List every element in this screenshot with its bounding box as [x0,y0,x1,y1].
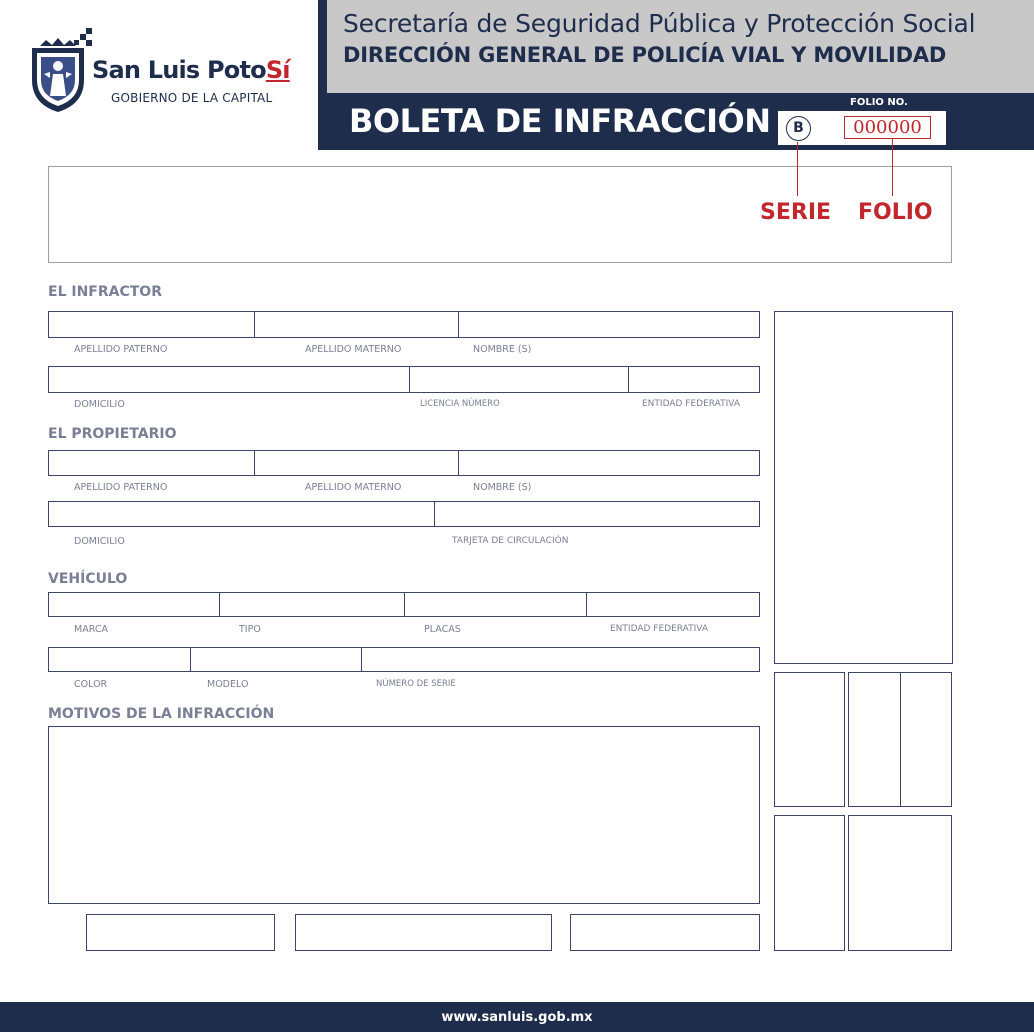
serie-callout: SERIE [760,200,832,225]
infractor-apellido-materno-label: APELLIDO MATERNO [305,344,402,355]
folio-label: FOLIO NO. [850,97,908,108]
serie-pointer-line [797,142,798,196]
vehiculo-numero-serie-field[interactable] [361,647,760,672]
vehiculo-modelo-field[interactable] [190,647,362,672]
propietario-apellido-materno-field[interactable] [254,450,459,476]
vehiculo-entidad-field[interactable] [586,592,760,617]
vehiculo-color-field[interactable] [48,647,191,672]
infractor-domicilio-field[interactable] [48,366,410,393]
san-luis-potosi-logo [26,26,296,116]
propietario-nombre-label: NOMBRE (S) [473,482,532,493]
infractor-nombre-label: NOMBRE (S) [473,344,532,355]
folio-pointer-line [892,139,893,196]
logo-name-accent: Sí [265,56,290,84]
motivos-textarea[interactable] [48,726,760,904]
photo-box [774,311,953,664]
logo-name-main: San Luis Poto [92,56,266,84]
propietario-tarjeta-label: TARJETA DE CIRCULACIÓN [452,536,569,546]
vehiculo-placas-label: PLACAS [424,624,461,635]
document-title: BOLETA DE INFRACCIÓN [349,102,771,140]
infractor-apellido-paterno-label: APELLIDO PATERNO [74,344,168,355]
folio-value: 000000 [844,116,931,139]
infractor-licencia-label: LICENCIA NÚMERO [420,399,500,409]
infractor-apellido-materno-field[interactable] [254,311,459,338]
propietario-domicilio-field[interactable] [48,501,435,527]
propietario-apellido-paterno-label: APELLIDO PATERNO [74,482,168,493]
right-box-3 [900,672,952,807]
secretaria-title: Secretaría de Seguridad Pública y Protección Social [343,9,976,38]
infractor-entidad-label: ENTIDAD FEDERATIVA [642,399,741,409]
vehiculo-marca-field[interactable] [48,592,220,617]
vehiculo-marca-label: MARCA [74,624,108,635]
logo-name [92,56,290,84]
propietario-domicilio-label: DOMICILIO [74,536,125,547]
signature-box-1[interactable] [86,914,275,951]
direccion-title: DIRECCIÓN GENERAL DE POLICÍA VIAL Y MOVILIDAD [343,43,947,67]
infractor-entidad-field[interactable] [628,366,760,393]
infractor-apellido-paterno-field[interactable] [48,311,255,338]
vehiculo-numero-serie-label: NÚMERO DE SERIE [376,679,456,689]
vehiculo-entidad-label: ENTIDAD FEDERATIVA [610,624,709,634]
vehiculo-tipo-field[interactable] [219,592,405,617]
motivos-section-title: MOTIVOS DE LA INFRACCIÓN [48,706,275,722]
serie-value: B [786,116,811,141]
vehiculo-placas-field[interactable] [404,592,587,617]
vehiculo-section-title: VEHÍCULO [48,571,128,587]
signature-box-3[interactable] [570,914,760,951]
right-box-5 [848,815,952,951]
vehiculo-color-label: COLOR [74,679,108,690]
footer-url: www.sanluis.gob.mx [441,1010,593,1025]
infractor-domicilio-label: DOMICILIO [74,399,125,410]
right-box-2 [848,672,901,807]
right-box-1 [774,672,845,807]
infractor-nombre-field[interactable] [458,311,760,338]
logo-subtitle: GOBIERNO DE LA CAPITAL [111,91,273,105]
right-box-4 [774,815,845,951]
propietario-tarjeta-field[interactable] [434,501,760,527]
propietario-section-title: EL PROPIETARIO [48,426,177,442]
coat-of-arms-icon [26,26,96,116]
vehiculo-tipo-label: TIPO [239,624,261,635]
signature-box-2[interactable] [295,914,552,951]
propietario-apellido-materno-label: APELLIDO MATERNO [305,482,402,493]
infractor-licencia-field[interactable] [409,366,629,393]
folio-callout: FOLIO [858,200,933,225]
propietario-apellido-paterno-field[interactable] [48,450,255,476]
infractor-section-title: EL INFRACTOR [48,284,162,300]
vehiculo-modelo-label: MODELO [207,679,249,690]
propietario-nombre-field[interactable] [458,450,760,476]
